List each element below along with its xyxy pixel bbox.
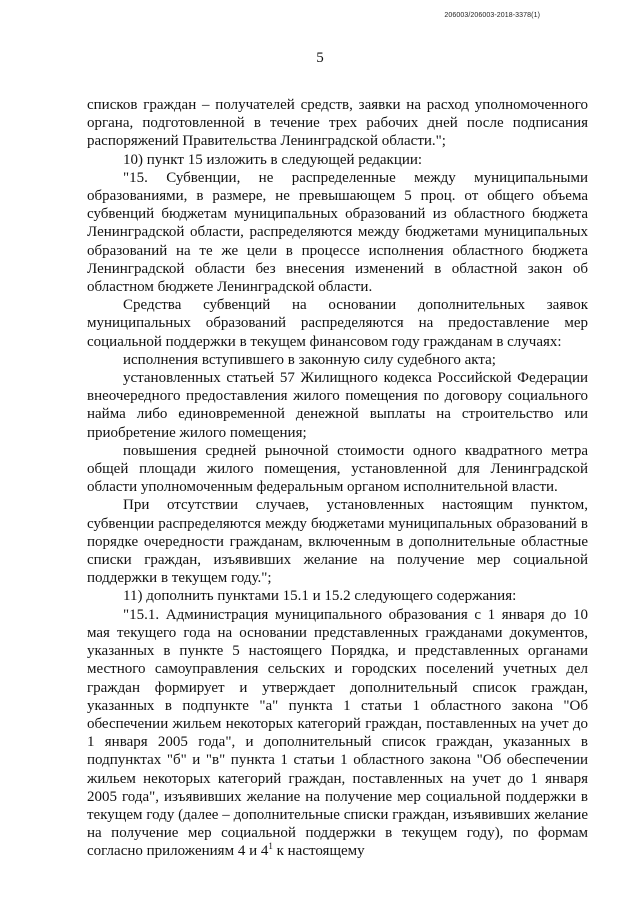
paragraph-item-10: 10) пункт 15 изложить в следующей редакции:: [123, 151, 423, 168]
document-id: 206003/206003-2018-3378(1): [444, 12, 540, 19]
paragraph-clause-15-1: [87, 606, 588, 861]
page-number: 5: [316, 50, 324, 66]
paragraph-clause-15: "15. Субвенции, не распределенные между муниципальными образованиями, в размере, не превышающем 5 проц. от общего объема субвенций бюджетам муниципальных образований из областного бюджета Ленинградской области, распределяются между бюджетами муниципальных образований на те же цели в процессе исполнения областного бюджета Ленинградской области без внесения изменений в областной закон об областном бюджете Ленинградской области.: [87, 169, 588, 296]
appendix-superscript: 1: [268, 841, 273, 852]
clause-15-1-text: "15.1. Администрация муниципального образования с 1 января до 10 мая текущего года на основании представленных гражданами документов, указанных в пункте 5 настоящего Порядка, и представленных органами местного самоуправления сельских и городских поселений учетных дел граждан формирует и утверждает дополнительный список граждан, указанных в подпункте "а" пункта 1 статьи 1 областного закона "Об обеспечении жильем некоторых категорий граждан, поставленных на учет до 1 января 2005 года", и дополнительный список граждан, указанных в подпунктах "б" и "в" пункта 1 статьи 1 областного закона "Об обеспечении жильем некоторых категорий граждан, поставленных на учет до 1 января 2005 года", изъявивших желание на получение мер социальной поддержки в текущем году (далее – дополнительные списки граждан, изъявивших желание на получение мер социальной поддержки в текущем году), по формам согласно приложениям 4 и 4: [87, 606, 588, 860]
paragraph-housing-code: установленных статьей 57 Жилищного кодекса Российской Федерации внеочередного предоставления жилого помещения по договору социального найма либо единовременной денежной выплаты на строительство или приобретение жилого помещения;: [87, 370, 588, 441]
paragraph-no-cases: При отсутствии случаев, установленных настоящим пунктом, субвенции распределяются между бюджетами муниципальных образований в порядке очередности гражданам, включенным в дополнительные областные списки граждан, изъявивших желание на получение мер социальной поддержки в текущем году.";: [87, 497, 588, 587]
paragraph-item-11: 11) дополнить пунктами 15.1 и 15.2 следующего содержания:: [123, 588, 517, 605]
paragraph-court-act: исполнения вступившего в законную силу судебного акта;: [123, 351, 496, 368]
document-body: [87, 96, 588, 861]
paragraph-subvention-funds: Средства субвенций на основании дополнительных заявок муниципальных образований распределяются на предоставление мер социальной поддержки в текущем финансовом году гражданам в случаях:: [87, 297, 588, 350]
paragraph-market-price: повышения средней рыночной стоимости одного квадратного метра общей площади жилого помещения, установленной для Ленинградской области уполномоченным федеральным органом исполнительной власти.: [87, 442, 588, 496]
paragraph-list-end: списков граждан – получателей средств, заявки на расход уполномоченного органа, подготовленной в течение трех рабочих дней после подписания распоряжений Правительства Ленинградской области.";: [87, 97, 588, 150]
clause-15-1-tail: к настоящему: [272, 843, 365, 860]
